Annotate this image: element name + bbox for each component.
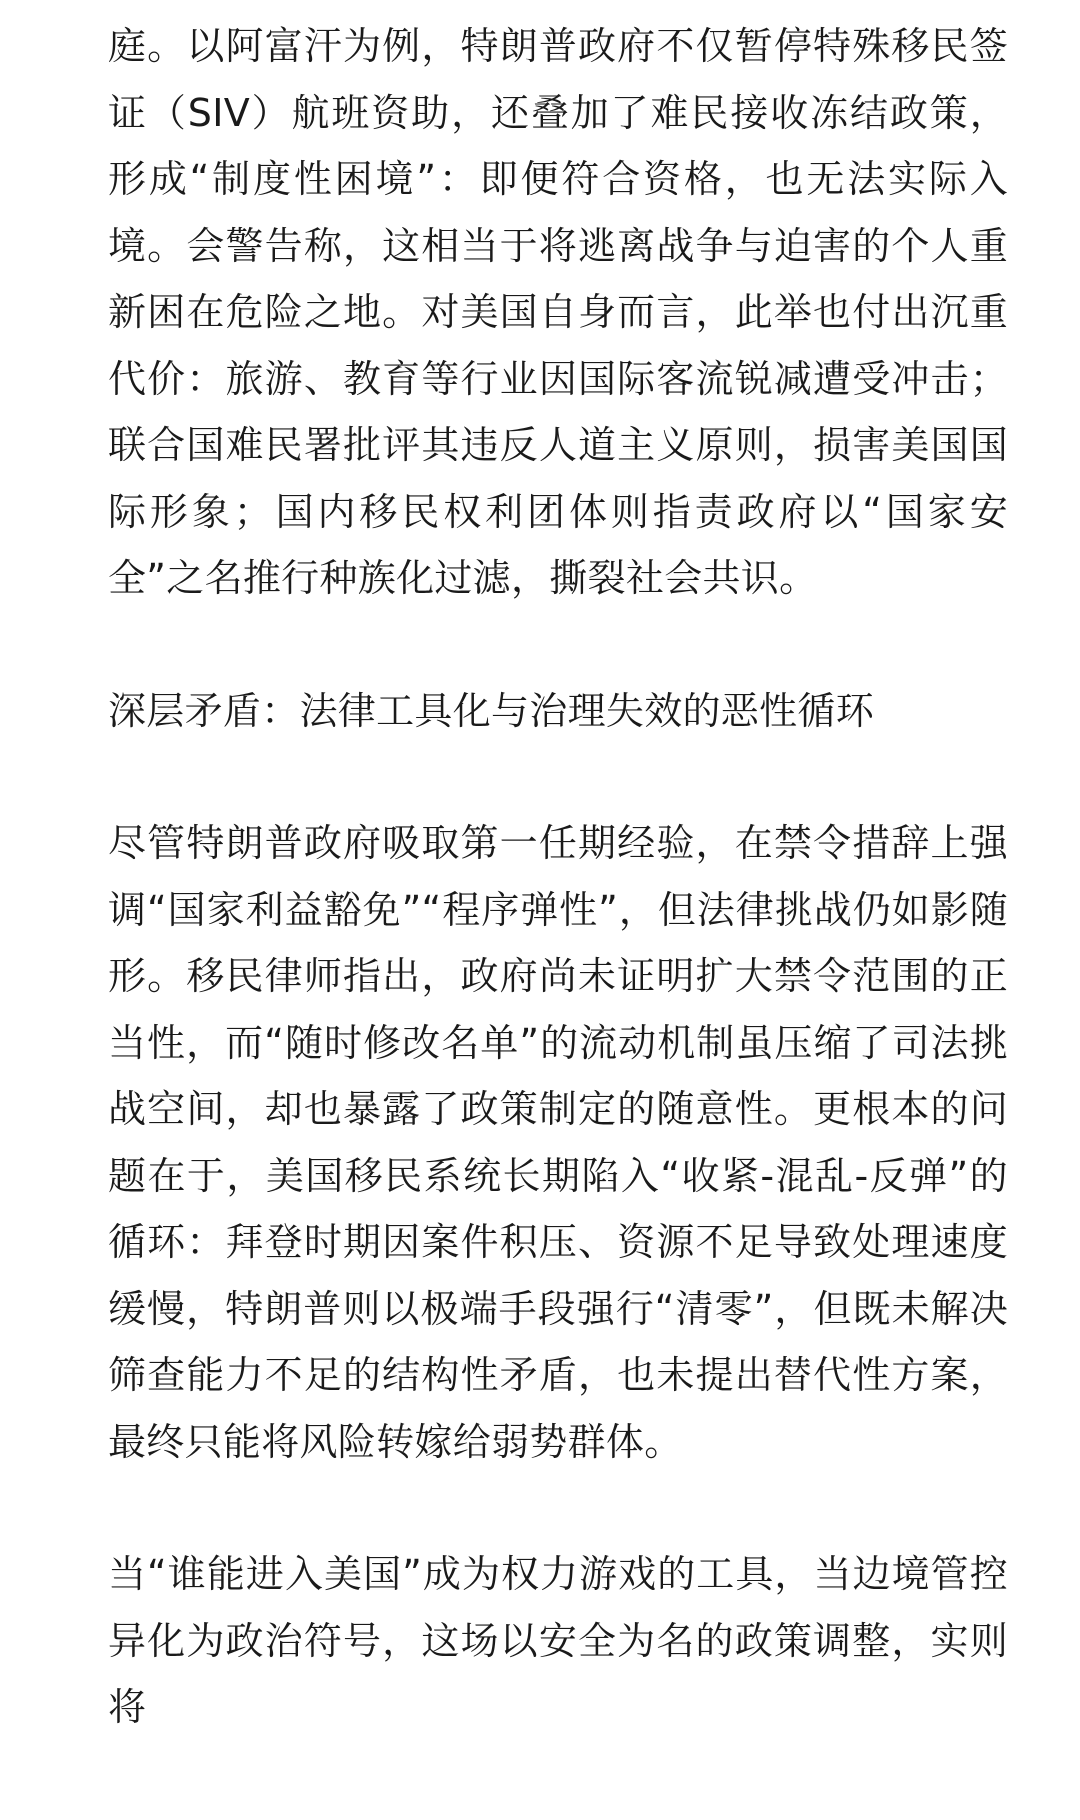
paragraph-legal-challenges: 尽管特朗普政府吸取第一任期经验，在禁令措辞上强调“国家利益豁免”“程序弹性”，但法律挑战仍如影随形。移民律师指出，政府尚未证明扩大禁令范围的正当性，而“随时修改名单”的流动机制虽压缩了司法挑战空间，却也暴露了政策制定的随意性。更根本的问题在于，美国移民系统长期陷入“收紧-混乱-反弹”的循环：拜登时期因案件积压、资源不足导致处理速度缓慢，特朗普则以极端手段强行“清零”，但既未解决筛查能力不足的结构性矛盾，也未提出替代性方案，最终只能将风险转嫁给弱势群体。 bbox=[108, 821, 1008, 1464]
section-heading: 深层矛盾：法律工具化与治理失效的恶性循环 bbox=[108, 688, 875, 733]
article-body bbox=[108, 13, 1008, 1741]
paragraph-impact: 庭。以阿富汗为例，特朗普政府不仅暂停特殊移民签证（SIV）航班资助，还叠加了难民接收冻结政策，形成“制度性困境”：即便符合资格，也无法实际入境。会警告称，这相当于将逃离战争与迫害的个人重新困在危险之地。对美国自身而言，此举也付出沉重代价：旅游、教育等行业因国际客流锐减遭受冲击；联合国难民署批评其违反人道主义原则，损害美国国际形象；国内移民权利团体则指责政府以“国家安全”之名推行种族化过滤，撕裂社会共识。 bbox=[108, 24, 1008, 600]
paragraph-conclusion: 当“谁能进入美国”成为权力游戏的工具，当边境管控异化为政治符号，这场以安全为名的政策调整，实则将 bbox=[108, 1552, 1008, 1729]
